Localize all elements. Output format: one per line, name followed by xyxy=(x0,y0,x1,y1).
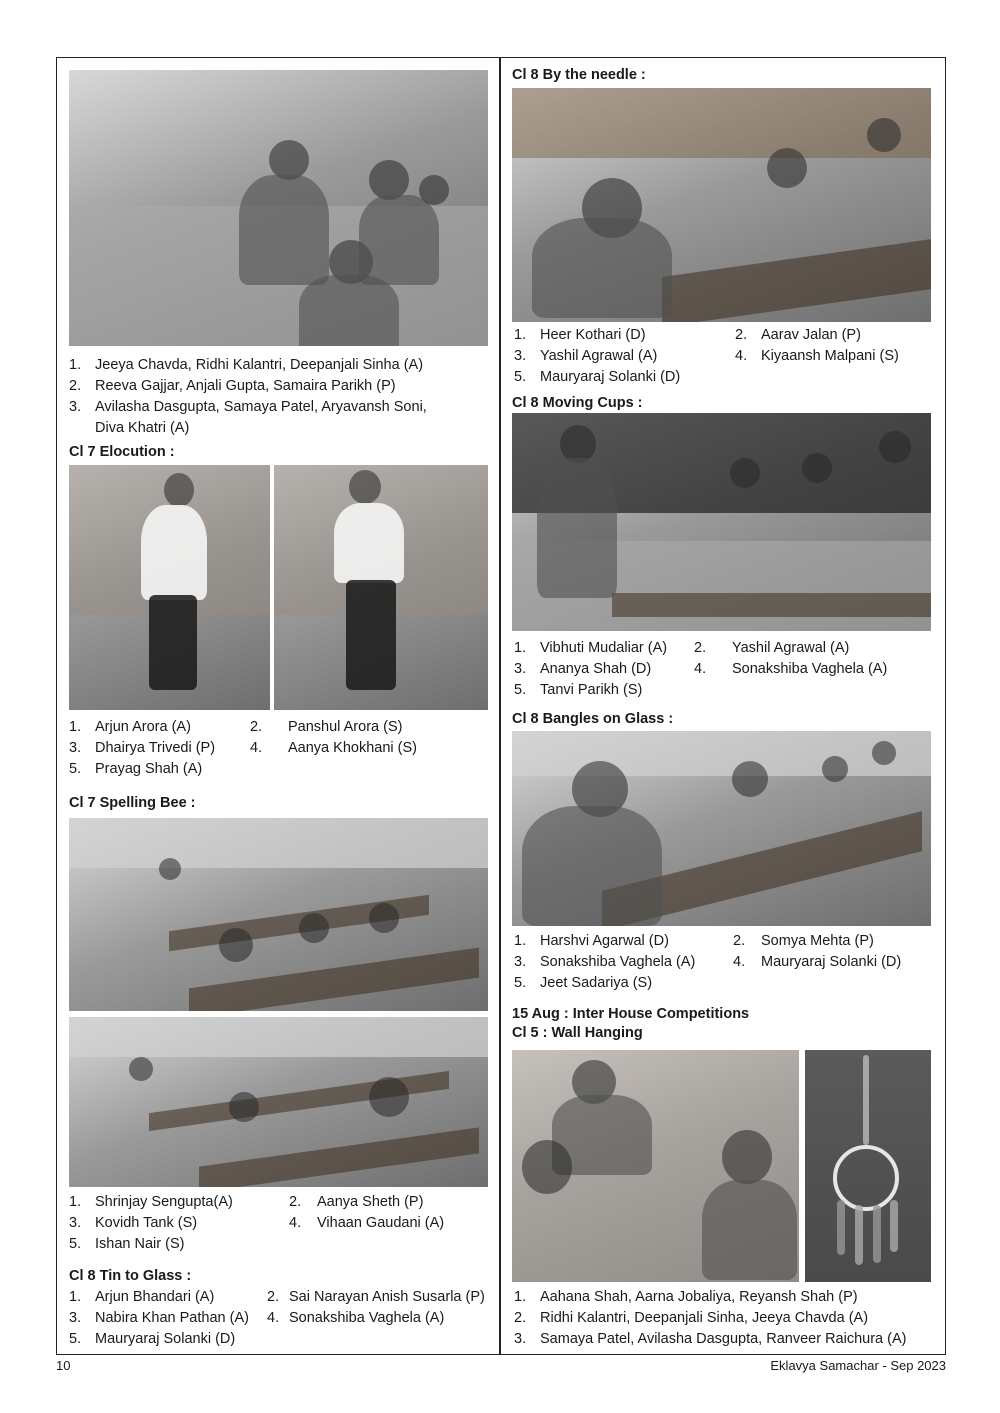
result-item: 4. Mauryaraj Solanki (D) xyxy=(733,954,902,970)
section-heading-spelling-bee: Cl 7 Spelling Bee : xyxy=(69,795,196,811)
result-item: 5. Mauryaraj Solanki (D) xyxy=(69,1331,236,1347)
result-item: 3. Sonakshiba Vaghela (A) xyxy=(514,954,696,970)
result-item: 1. Heer Kothari (D) xyxy=(514,327,646,343)
result-item: 2. Aanya Sheth (P) xyxy=(289,1194,424,1210)
list-item: 3. Samaya Patel, Avilasha Dasgupta, Ranveer Raichura (A) xyxy=(514,1331,907,1347)
list-item: 2. Reeva Gajjar, Anjali Gupta, Samaira Parikh (P) xyxy=(69,378,396,394)
section-heading-inter-house: 15 Aug : Inter House Competitions xyxy=(512,1006,750,1022)
result-item: 5. Mauryaraj Solanki (D) xyxy=(514,369,681,385)
section-heading-wall-hanging: Cl 5 : Wall Hanging xyxy=(512,1025,643,1041)
list-item: 2. Ridhi Kalantri, Deepanjali Sinha, Jeeya Chavda (A) xyxy=(514,1310,869,1326)
photo-spelling-bee-1 xyxy=(69,818,488,1011)
list-item: 1. Jeeya Chavda, Ridhi Kalantri, Deepanjali Sinha (A) xyxy=(69,357,424,373)
result-item: 3. Yashil Agrawal (A) xyxy=(514,348,658,364)
result-item: 1. Vibhuti Mudaliar (A) xyxy=(514,640,668,656)
result-item: 4. Aanya Khokhani (S) xyxy=(250,740,417,756)
list-item: 1. Aahana Shah, Aarna Jobaliya, Reyansh Shah (P) xyxy=(514,1289,858,1305)
section-heading-moving-cups: Cl 8 Moving Cups : xyxy=(512,395,643,411)
result-item: 4. Vihaan Gaudani (A) xyxy=(289,1215,445,1231)
list-item-continuation: Diva Khatri (A) xyxy=(95,420,190,436)
photo-wall-hanging-activity xyxy=(512,1050,799,1282)
photo-elocution-boy xyxy=(274,465,488,710)
section-heading-tin-to-glass: Cl 8 Tin to Glass : xyxy=(69,1268,192,1284)
page-number: 10 xyxy=(56,1358,71,1373)
section-heading-elocution: Cl 7 Elocution : xyxy=(69,444,175,460)
result-item: 4. Sonakshiba Vaghela (A) xyxy=(267,1310,445,1326)
section-heading-bangles-on-glass: Cl 8 Bangles on Glass : xyxy=(512,711,674,727)
publication-footer: Eklavya Samachar - Sep 2023 xyxy=(770,1358,946,1373)
photo-spelling-bee-2 xyxy=(69,1017,488,1187)
result-item: 5. Ishan Nair (S) xyxy=(69,1236,185,1252)
result-item: 1. Shrinjay Sengupta(A) xyxy=(69,1194,233,1210)
result-item: 4. Kiyaansh Malpani (S) xyxy=(735,348,899,364)
result-item: 3. Nabira Khan Pathan (A) xyxy=(69,1310,249,1326)
result-item: 5. Jeet Sadariya (S) xyxy=(514,975,653,991)
photo-elocution-girl xyxy=(69,465,270,710)
result-item: 2. Sai Narayan Anish Susarla (P) xyxy=(267,1289,485,1305)
result-item: 1. Harshvi Agarwal (D) xyxy=(514,933,669,949)
result-item: 1. Arjun Bhandari (A) xyxy=(69,1289,215,1305)
result-item: 2. Somya Mehta (P) xyxy=(733,933,874,949)
photo-students-floor xyxy=(69,70,488,346)
photo-bangles-on-glass xyxy=(512,731,931,926)
result-item: 2. Aarav Jalan (P) xyxy=(735,327,861,343)
photo-wall-hanging-craft xyxy=(805,1050,931,1282)
result-item: 2. Panshul Arora (S) xyxy=(250,719,403,735)
result-item: 2. Yashil Agrawal (A) xyxy=(694,640,850,656)
photo-by-the-needle xyxy=(512,88,931,322)
section-heading-by-the-needle: Cl 8 By the needle : xyxy=(512,67,646,83)
result-item: 1. Arjun Arora (A) xyxy=(69,719,191,735)
result-item: 3. Kovidh Tank (S) xyxy=(69,1215,198,1231)
column-divider xyxy=(499,57,501,1355)
result-item: 3. Ananya Shah (D) xyxy=(514,661,652,677)
photo-moving-cups xyxy=(512,413,931,631)
list-item: 3. Avilasha Dasgupta, Samaya Patel, Aryavansh Soni, xyxy=(69,399,427,415)
result-item: 5. Tanvi Parikh (S) xyxy=(514,682,643,698)
result-item: 4. Sonakshiba Vaghela (A) xyxy=(694,661,888,677)
result-item: 3. Dhairya Trivedi (P) xyxy=(69,740,216,756)
result-item: 5. Prayag Shah (A) xyxy=(69,761,203,777)
